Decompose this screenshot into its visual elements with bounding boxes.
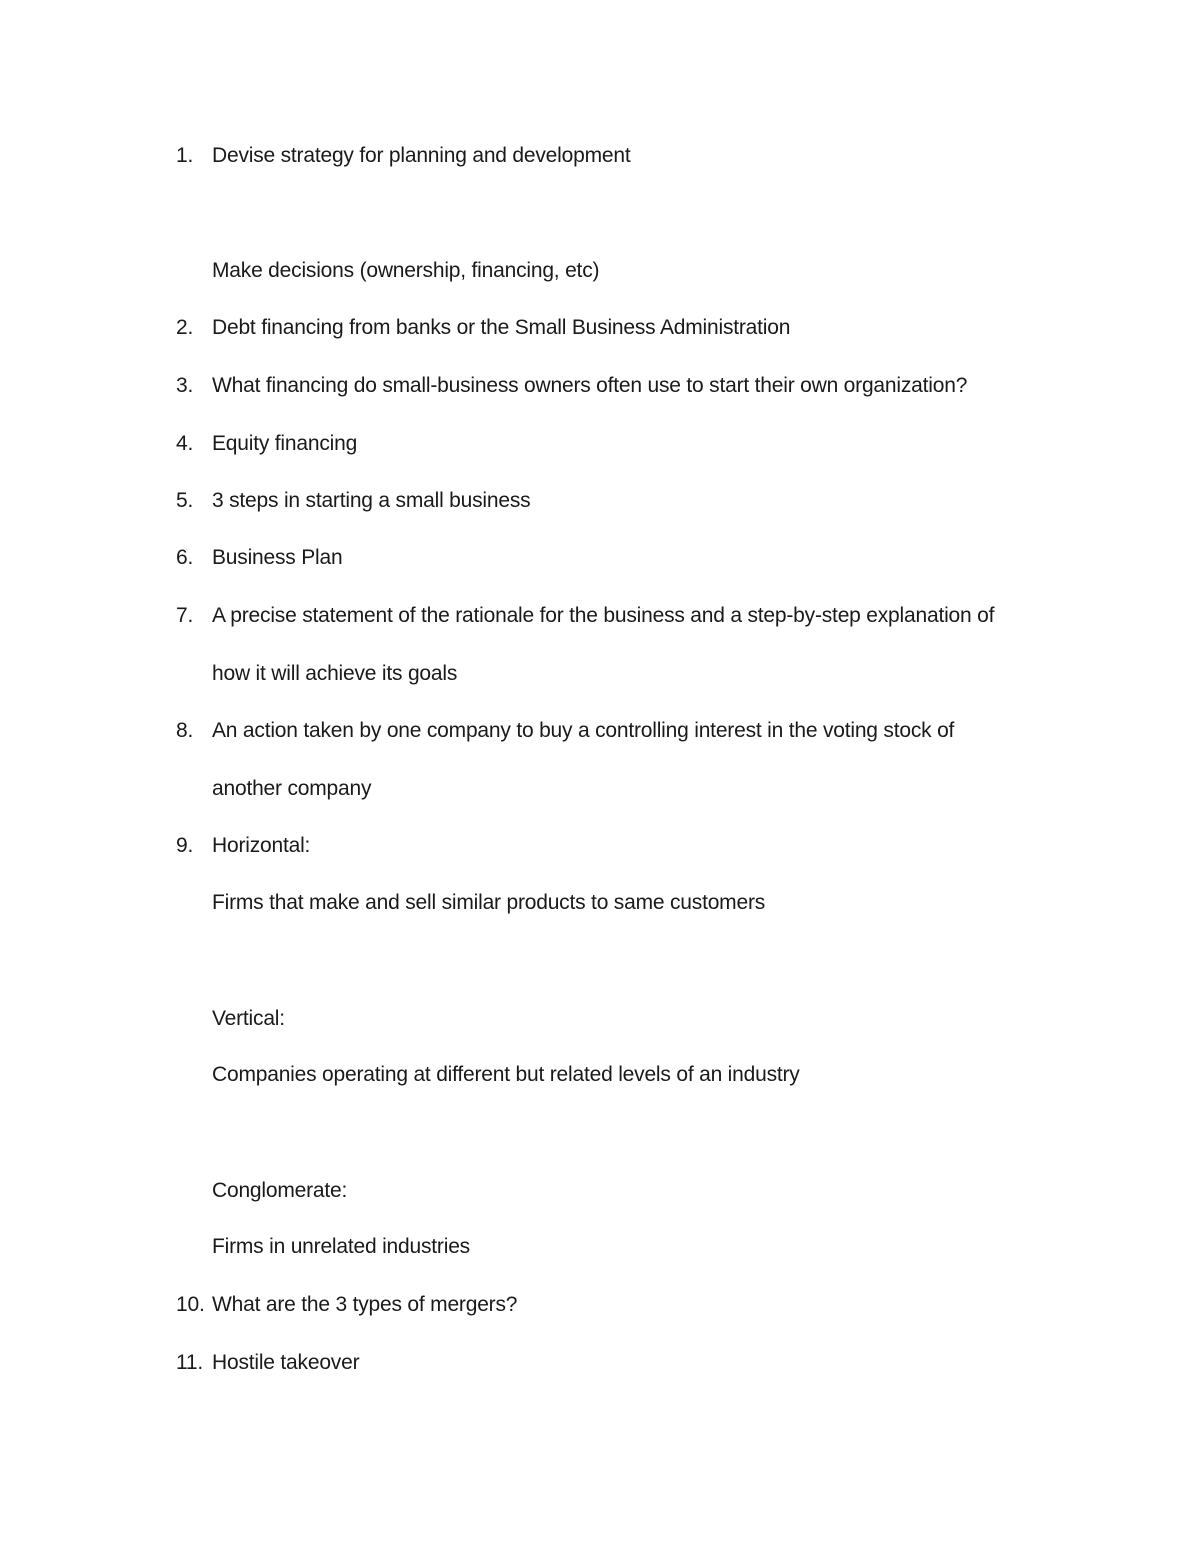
list-number: 2. (176, 316, 194, 339)
list-number: 8. (176, 719, 194, 742)
list-number: 11. (176, 1351, 204, 1374)
list-number: 5. (176, 489, 194, 512)
list-text: Equity financing (212, 432, 358, 455)
list-text: Vertical: (212, 1007, 285, 1030)
list-text: Devise strategy for planning and development (212, 144, 631, 167)
list-text: another company (212, 777, 372, 800)
list-number: 10. (176, 1293, 205, 1316)
list-number: 9. (176, 834, 194, 857)
list-text: Hostile takeover (212, 1351, 360, 1374)
list-text: Firms that make and sell similar products to same customers (212, 891, 766, 914)
list-number: 3. (176, 374, 194, 397)
list-text: Horizontal: (212, 834, 311, 857)
list-text: Make decisions (ownership, financing, etc) (212, 259, 600, 282)
list-text: A precise statement of the rationale for the business and a step-by-step explanation of (212, 604, 995, 627)
list-text: Business Plan (212, 546, 343, 569)
list-text: Firms in unrelated industries (212, 1235, 470, 1258)
list-number: 1. (176, 144, 194, 167)
list-text: 3 steps in starting a small business (212, 489, 531, 512)
list-text: Companies operating at different but related levels of an industry (212, 1063, 800, 1086)
list-number: 6. (176, 546, 194, 569)
list-text: What financing do small-business owners often use to start their own organization? (212, 374, 968, 397)
list-text: Conglomerate: (212, 1179, 348, 1202)
list-number: 4. (176, 432, 194, 455)
list-text: how it will achieve its goals (212, 662, 458, 685)
list-text: Debt financing from banks or the Small Business Administration (212, 316, 791, 339)
list-text: An action taken by one company to buy a controlling interest in the voting stock of (212, 719, 955, 742)
list-number: 7. (176, 604, 194, 627)
list-text: What are the 3 types of mergers? (212, 1293, 518, 1316)
